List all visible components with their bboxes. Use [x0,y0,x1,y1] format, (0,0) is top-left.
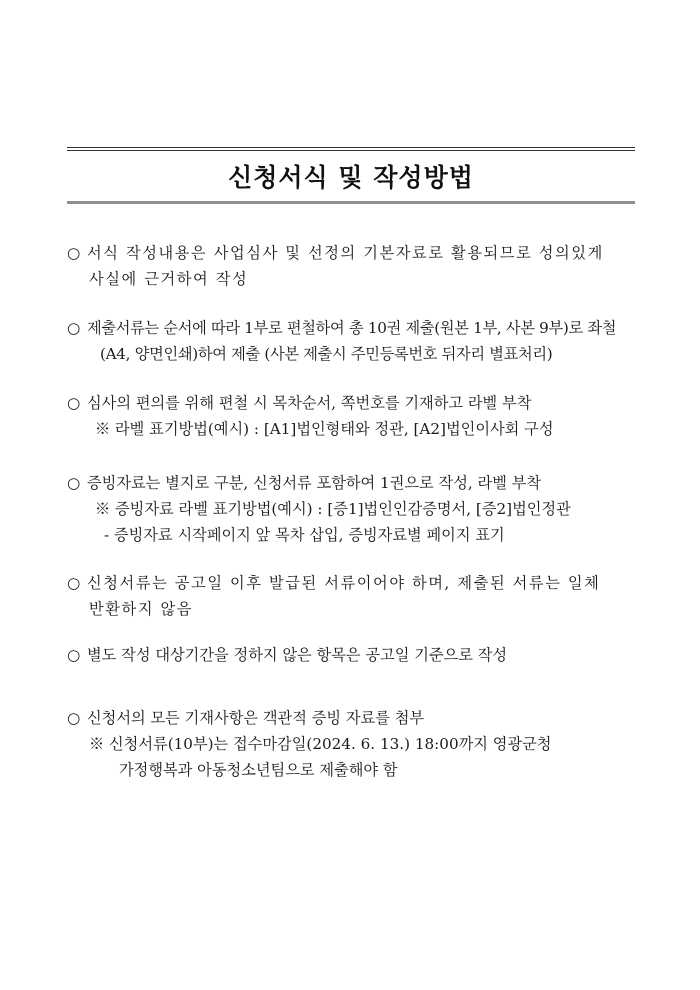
circle-bullet-icon: ○ [67,244,82,262]
instruction-item-7 [67,705,642,783]
item-text: 반환하지 않음 [89,600,194,618]
item-text: 심사의 편의를 위해 편철 시 목차순서, 쪽번호를 기재하고 라벨 부착 [87,394,532,412]
instruction-item-2 [67,315,642,367]
item-text: 신청서류는 공고일 이후 발급된 서류이어야 하며, 제출된 서류는 일체 [87,574,601,592]
item-text: 신청서의 모든 기재사항은 객관적 증빙 자료를 첨부 [87,709,425,727]
circle-bullet-icon: ○ [67,319,80,337]
note-text: ※ 신청서류(10부)는 접수마감일(2024. 6. 13.) 18:00까지 영광군청 [89,735,552,753]
note-text: ※ 증빙자료 라벨 표기방법(예시) : [증1]법인인감증명서, [증2]법인정관 [95,500,571,518]
circle-bullet-icon: ○ [67,574,82,592]
page-title: 신청서식 및 작성방법 [228,163,474,192]
instruction-item-6 [67,642,642,668]
instruction-item-3 [67,390,642,442]
circle-bullet-icon: ○ [67,394,81,412]
item-text: 증빙자료는 별지로 구분, 신청서류 포함하여 1권으로 작성, 라벨 부착 [87,474,542,492]
title-top-rule [67,147,635,151]
note-text: ※ 라벨 표기방법(예시) : [A1]법인형태와 정관, [A2]법인이사회 구성 [95,420,554,438]
item-text: 별도 작성 대상기간을 정하지 않은 항목은 공고일 기준으로 작성 [87,646,508,664]
instruction-item-5 [67,570,642,622]
sub-note-text: - 증빙자료 시작페이지 앞 목차 삽입, 증빙자료별 페이지 표기 [104,526,505,544]
instruction-item-4 [67,470,642,548]
item-text: (A4, 양면인쇄)하여 제출 (사본 제출시 주민등록번호 뒤자리 별표처리) [100,345,553,363]
circle-bullet-icon: ○ [67,474,81,492]
instruction-item-1 [67,240,642,292]
circle-bullet-icon: ○ [67,709,81,727]
circle-bullet-icon: ○ [67,646,81,664]
title-bottom-rule [67,201,635,204]
item-text: 제출서류는 순서에 따라 1부로 편철하여 총 10권 제출(원본 1부, 사본 9부)로 좌철 [87,319,617,337]
item-text: 서식 작성내용은 사업심사 및 선정의 기본자료로 활용되므로 성의있게 [87,244,604,262]
note-text: 가정행복과 아동청소년팀으로 제출해야 함 [119,761,398,779]
item-text: 사실에 근거하여 작성 [89,270,249,288]
